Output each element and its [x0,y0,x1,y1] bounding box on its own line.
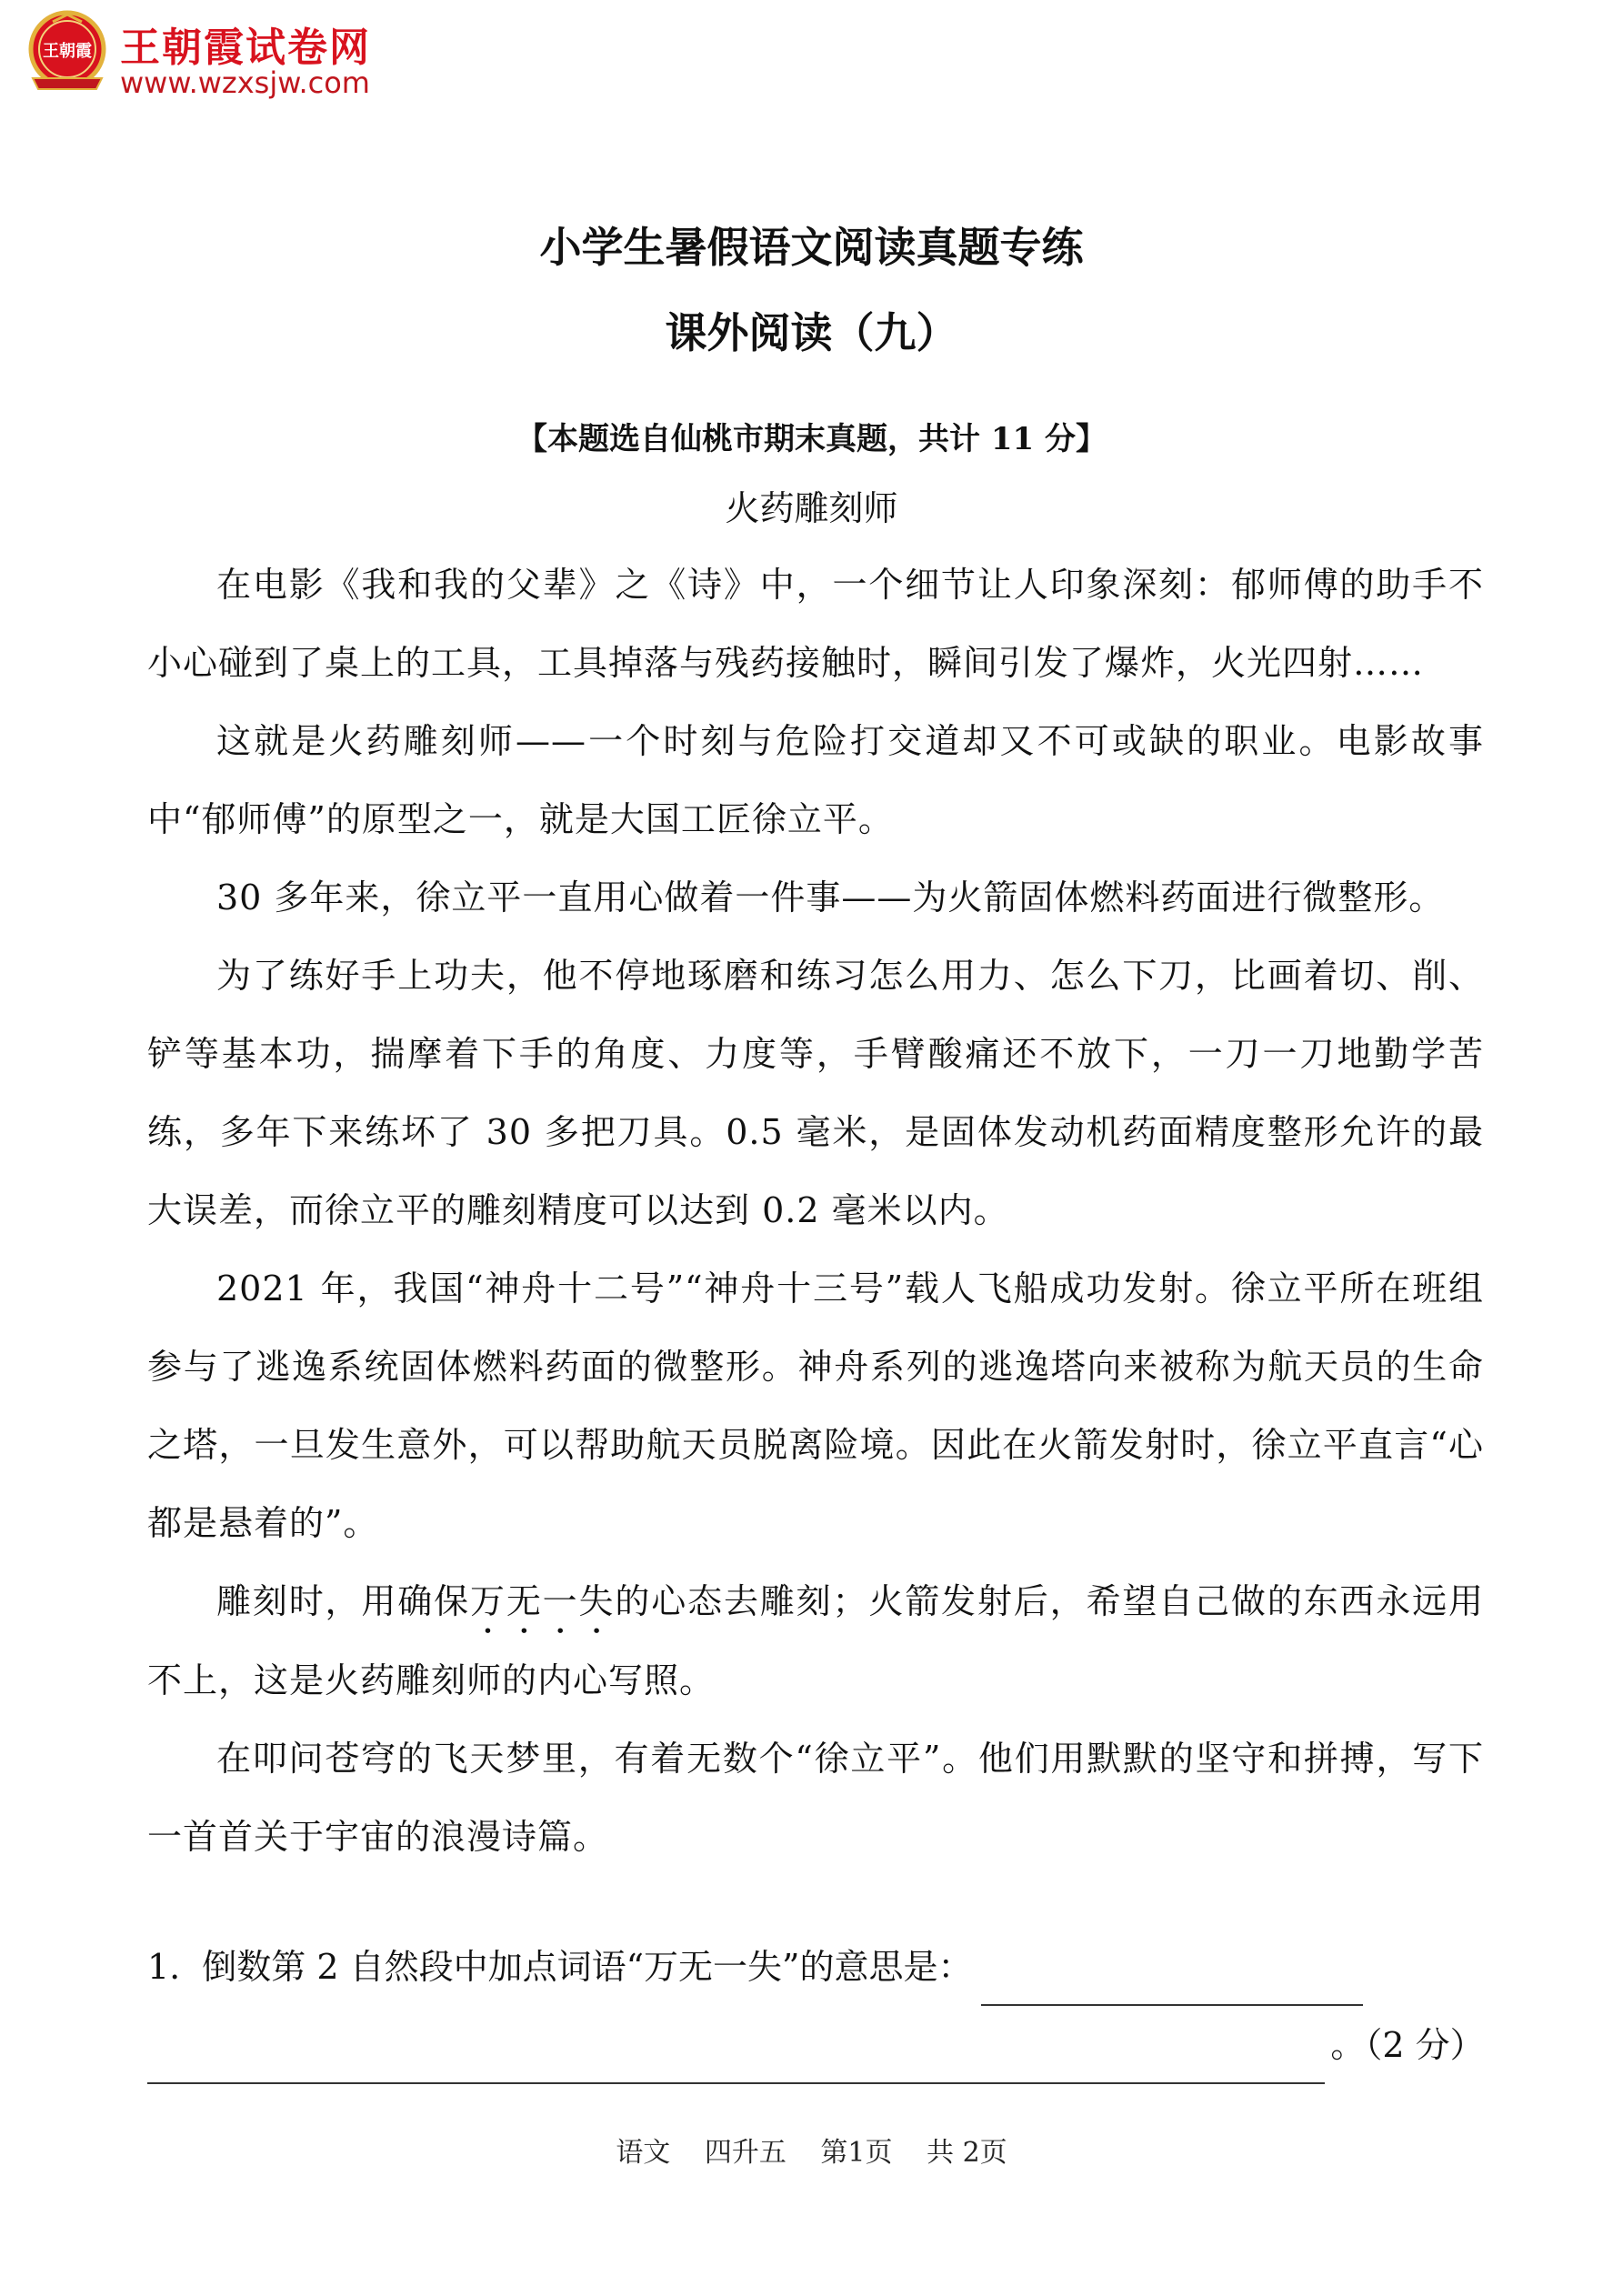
question-text: 倒数第 2 自然段中加点词语“万无一失”的意思是： [202,1947,973,1987]
seal-logo-icon [25,9,109,93]
paragraph: 这就是火药雕刻师——一个时刻与危险打交道却又不可或缺的职业。电影故事中“郁师傅”的原型之一，就是大国工匠徐立平。 [147,721,1484,839]
paragraph-text-after: 的心态去雕刻；火箭发射后，希望自己做的东西永远用不上，这是火药雕刻师的内心写照。 [147,1581,1484,1700]
question-1 [147,1928,1484,2084]
emphasized-phrase: 万无一失 [469,1581,616,1621]
page-footer [0,2130,1623,2170]
answer-blank[interactable] [981,1953,1363,2006]
brand-name: 王朝霞试卷网 [120,25,371,71]
paragraph-with-emphasis [147,1562,1484,1719]
seal-text: 王朝霞 [43,42,92,61]
source-note: 【本题选自仙桃市期末真题，共计 11 分】 [516,421,1107,457]
page-title: 小学生暑假语文阅读真题专练 [539,223,1084,272]
paragraph-text-before: 雕刻时，用确保 [216,1581,470,1621]
paragraph: 2021 年，我国“神舟十二号”“神舟十三号”载人飞船成功发射。徐立平所在班组参与了逃逸系统固体燃料药面的微整形。神舟系列的逃逸塔向来被称为航天员的生命之塔，一旦发生意外，可以帮助航天员脱离险境。因此在火箭发射时，徐立平直言“心都是悬着的”。 [147,1268,1484,1543]
footer-grade: 四升五 [704,2137,786,2169]
footer-page-number: 第1页 [820,2137,893,2169]
paragraph: 在电影《我和我的父辈》之《诗》中，一个细节让人印象深刻：郁师傅的助手不小心碰到了桌上的工具，工具掉落与残药接触时，瞬间引发了爆炸，火光四射…… [147,565,1484,683]
paragraph: 为了练好手上功夫，他不停地琢磨和练习怎么用力、怎么下刀，比画着切、削、铲等基本功，揣摩着下手的角度、力度等，手臂酸痛还不放下，一刀一刀地勤学苦练，多年下来练坏了 30 多把刀具。0.5 毫米，是固体发动机药面精度整形允许的最大误差，而徐立平的雕刻精度可以达到 0.2 毫米以内。 [147,956,1484,1230]
answer-blank[interactable] [147,2031,1325,2084]
paragraph: 30 多年来，徐立平一直用心做着一件事——为火箭固体燃料药面进行微整形。 [216,877,1445,917]
footer-page-total: 共 2页 [927,2137,1007,2169]
question-score: 。（2 分） [1330,2025,1485,2065]
article-title: 火药雕刻师 [725,488,898,528]
paragraph: 在叩问苍穹的飞天梦里，有着无数个“徐立平”。他们用默默的坚守和拼搏，写下一首首关于宇宙的浪漫诗篇。 [147,1739,1484,1857]
page-subtitle: 课外阅读（九） [665,308,958,357]
footer-subject: 语文 [616,2137,671,2169]
site-logo[interactable] [25,9,407,100]
site-url[interactable]: www.wzxsjw.com [120,65,370,100]
article-body [147,546,1484,1876]
question-number: 1. [147,1947,181,1987]
